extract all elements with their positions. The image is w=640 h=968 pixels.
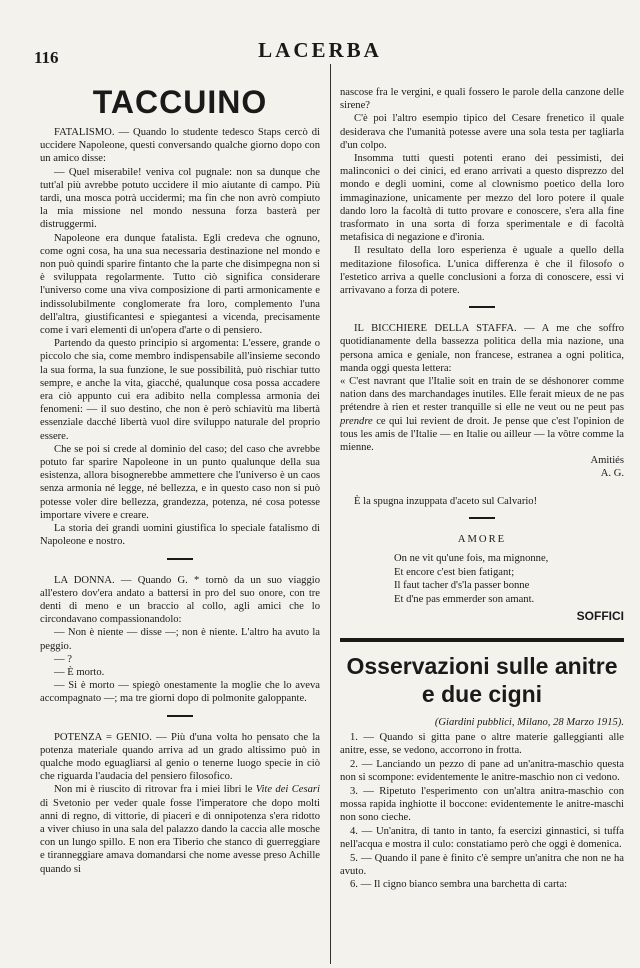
paragraph: — Si è morto — spiegò onestamente la moglie che lo aveva accompagnato —; ma tre giorni dopo di polmonite galoppante. xyxy=(40,680,320,705)
paragraph: FATALISMO. — Quando lo studente tedesco Staps cercò di uccidere Napoleone, questi conversando qualche giorno dopo con un amico disse: xyxy=(40,127,320,165)
article-title: Osservazioni sulle anitre e due cigni xyxy=(346,652,618,707)
masthead: LACERBA xyxy=(258,38,382,62)
paragraph: IL BICCHIERE DELLA STAFFA. — A me che soffro quotidianamente della bassezza politica della mia nazione, una persona amica e geniale, non francese, estranea a ogni politica, manda oggi questa lettera: xyxy=(340,323,624,374)
poem-title: AMORE xyxy=(457,533,507,545)
list-item: 5. — Quando il pane è finito c'è sempre un'anitra che non ne ha avuto. xyxy=(340,852,624,877)
paragraph: Il resultato della loro esperienza è uguale a quello della meditazione filosofica. L'unica differenza è che il filosofo o l'estetico arriva a quelle conclusioni a forza di conoscere, essi vi arrivavano a forza di potere. xyxy=(340,245,624,297)
paragraph: C'è poi l'altro esempio tipico del Cesare frenetico il quale desiderava che l'umanità potesse avere una sola testa per tagliarla d'un colpo. xyxy=(340,113,624,151)
letter-initials: A. G. xyxy=(600,468,624,480)
list-item: 1. — Quando si gitta pane o altre materie galleggianti alle anitre, esse, se vedono, accorrono in frotta. xyxy=(340,731,624,757)
list-item: 2. — Lanciando un pezzo di pane ad un'anitra-maschio questa non si scompone: evidentemente le anitre-maschio non ci vedono. xyxy=(340,758,624,784)
paragraph: Insomma tutti questi potenti erano dei pessimisti, dei malinconici o dei cinici, ed erano arrivati a questo disprezzo del mondo e degli uomini, come al clownismo poetico della loro immaginazione, unicamente per mezzo del loro potere il quale dando loro la facoltà di tutto provare e conoscere, s'era alla fine trasformato in una sorta di forza sperimentale e di facoltà metafisica di negazione e d'ironia. xyxy=(340,153,624,244)
poem-line: Et d'ne pas emmerder son amant. xyxy=(394,593,535,605)
paragraph: La storia dei grandi uomini giustifica lo speciale fatalismo di Napoleone e nostro. xyxy=(40,523,320,548)
poem xyxy=(340,552,624,606)
list-item: 4. — Un'anitra, di tanto in tanto, fa esercizi ginnastici, si tuffa nell'acqua e mostra il culo: constatiamo però che oggi è domenica. xyxy=(340,825,624,851)
right-column xyxy=(340,86,624,892)
paragraph: — ? xyxy=(54,653,72,665)
list-item: 6. — Il cigno bianco sembra una barchetta di carta: xyxy=(350,879,568,891)
left-column xyxy=(40,84,320,876)
paragraph xyxy=(40,783,320,875)
separator xyxy=(167,558,193,560)
letter-quote xyxy=(340,375,624,481)
column-divider xyxy=(330,64,331,964)
book-title: Vite dei Cesari xyxy=(255,784,320,796)
letter-closing: Amitiés xyxy=(590,455,624,467)
text-run: ce qui lui revient de droit. Je pense que c'est l'opinion de tous les amis de l'Italie — en Italie ou ailleur — la vôtre comme la mienne. xyxy=(340,415,624,454)
separator xyxy=(469,306,495,308)
paragraph: — È morto. xyxy=(54,666,105,678)
dateline: (Giardini pubblici, Milano, 28 Marzo 1915). xyxy=(434,716,624,728)
page-number: 116 xyxy=(34,48,59,67)
paragraph: È la spugna inzuppata d'aceto sul Calvario! xyxy=(354,495,538,507)
numbered-list xyxy=(340,731,624,892)
emphasis: prendre xyxy=(340,415,373,427)
separator xyxy=(167,715,193,717)
poem-line: On ne vit qu'une fois, ma mignonne, xyxy=(394,553,549,565)
paragraph: Napoleone era dunque fatalista. Egli credeva che ognuno, come ogni cosa, ha una sua necessaria destinazione nel mondo e non può quindi sparire fintanto che la parte che disimpegna non si è sviluppata regolarmente. Tutto ciò significa considerare l'universo come una viva composizione di parti armonicamente e indissolubilmente conglomerate fra loro, complemento l'una dell'altra, giustificantesi e spiegantesi a vicenda, precisamente come i vari elementi di un'opera d'arte o di pensiero. xyxy=(40,232,320,337)
paragraph: POTENZA = GENIO. — Più d'una volta ho pensato che la potenza materiale quando arriva ad un grado altissimo può in qualche modo eguagliarsi al genio o tenerne luogo specie in ciò che riguarda l'audacia del pensiero filosofico. xyxy=(40,731,320,783)
section-title: TACCUINO xyxy=(92,84,268,120)
text-run: « C'est navrant que l'Italie soit en train de se déshonorer comme nation dans des marchandages inutiles. Elle ferait mieux de ne pas prétendre à rien et rester tranquille si elle ne veut ou ne peut pas xyxy=(340,376,624,414)
paragraph: Partendo da questo principio si argomenta: L'essere, grande o piccolo che sia, come membro indispensabile all'insieme secondo la sua forma, la sua funzione, le sue possibilità, può rischiar tutto sempre, e anche la vita, giacché, qualunque cosa possa accadere era ciò appunto cui era adibito nella complessa armonia dei fenomeni: — il suo destino, che non è però schiavitù ma libertà essenziale dacché libertà vuol dire sviluppo naturale del proprio essere. xyxy=(40,338,320,442)
list-item: 3. — Ripetuto l'esperimento con un'altra anitra-maschio con mossa rapida inghiotte il boccone: evidentemente le anitre-maschi non sono cieche. xyxy=(340,785,624,824)
text-run: Non mi è riuscito di ritrovar fra i miei libri le xyxy=(54,784,253,796)
separator xyxy=(469,517,495,519)
paragraph: — Non è niente — disse —; non è niente. L'altro ha avuto la peggio. xyxy=(40,627,320,652)
poem-line: Et encore c'est bien fatigant; xyxy=(394,566,515,578)
paragraph: Che se poi si crede al dominio del caso; del caso che avrebbe potuto far sparire Napoleone in un punto qualunque della sua esistenza, allora bisognerebbe ammettere che l'universo è un caos senza armonia né legge, né bellezza, e in questo caso non si può potesse voler dire bellezza, grandezza, potenza, né cosa potesse importare vivere e creare. xyxy=(40,443,320,521)
paragraph: — Quel miserabile! veniva col pugnale: non sa dunque che tutt'al più avrebbe potuto uccidere il mio aiutante di campo. Più tardi, una mosca potrà uccidermi; ma fin che non avrò compiuto la mia missione nel mondo nessuna forza basterà per distruggermi. xyxy=(40,166,320,231)
poem-line: Il faut tacher d's'la passer bonne xyxy=(394,580,530,592)
thick-rule xyxy=(340,638,624,642)
text-run: di Svetonio per veder quale fosse l'imperatore che dopo molti anni di regno, di vittorie, di piaceri e di onnipotenza s'era ridotto a viver chiuso in una sala del palazzo dando la caccia alle mosche con un lungo spillo. E non era Tiberio che stanco di guerreggiare e tiranneggiare amava domandarsi che nome avesse preso Achille quando si xyxy=(40,797,320,875)
author-signature: SOFFICI xyxy=(576,609,624,624)
paragraph xyxy=(340,375,624,454)
paragraph: nascose fra le vergini, e quali fossero le parole della canzone delle sirene? xyxy=(340,87,624,112)
paragraph: LA DONNA. — Quando G. * tornò da un suo viaggio all'estero dov'era andato a battersi in pro del suo onore, con tre denti di meno e un braccio al collo, agli amici che lo circondavano compassionandolo: xyxy=(40,574,320,626)
